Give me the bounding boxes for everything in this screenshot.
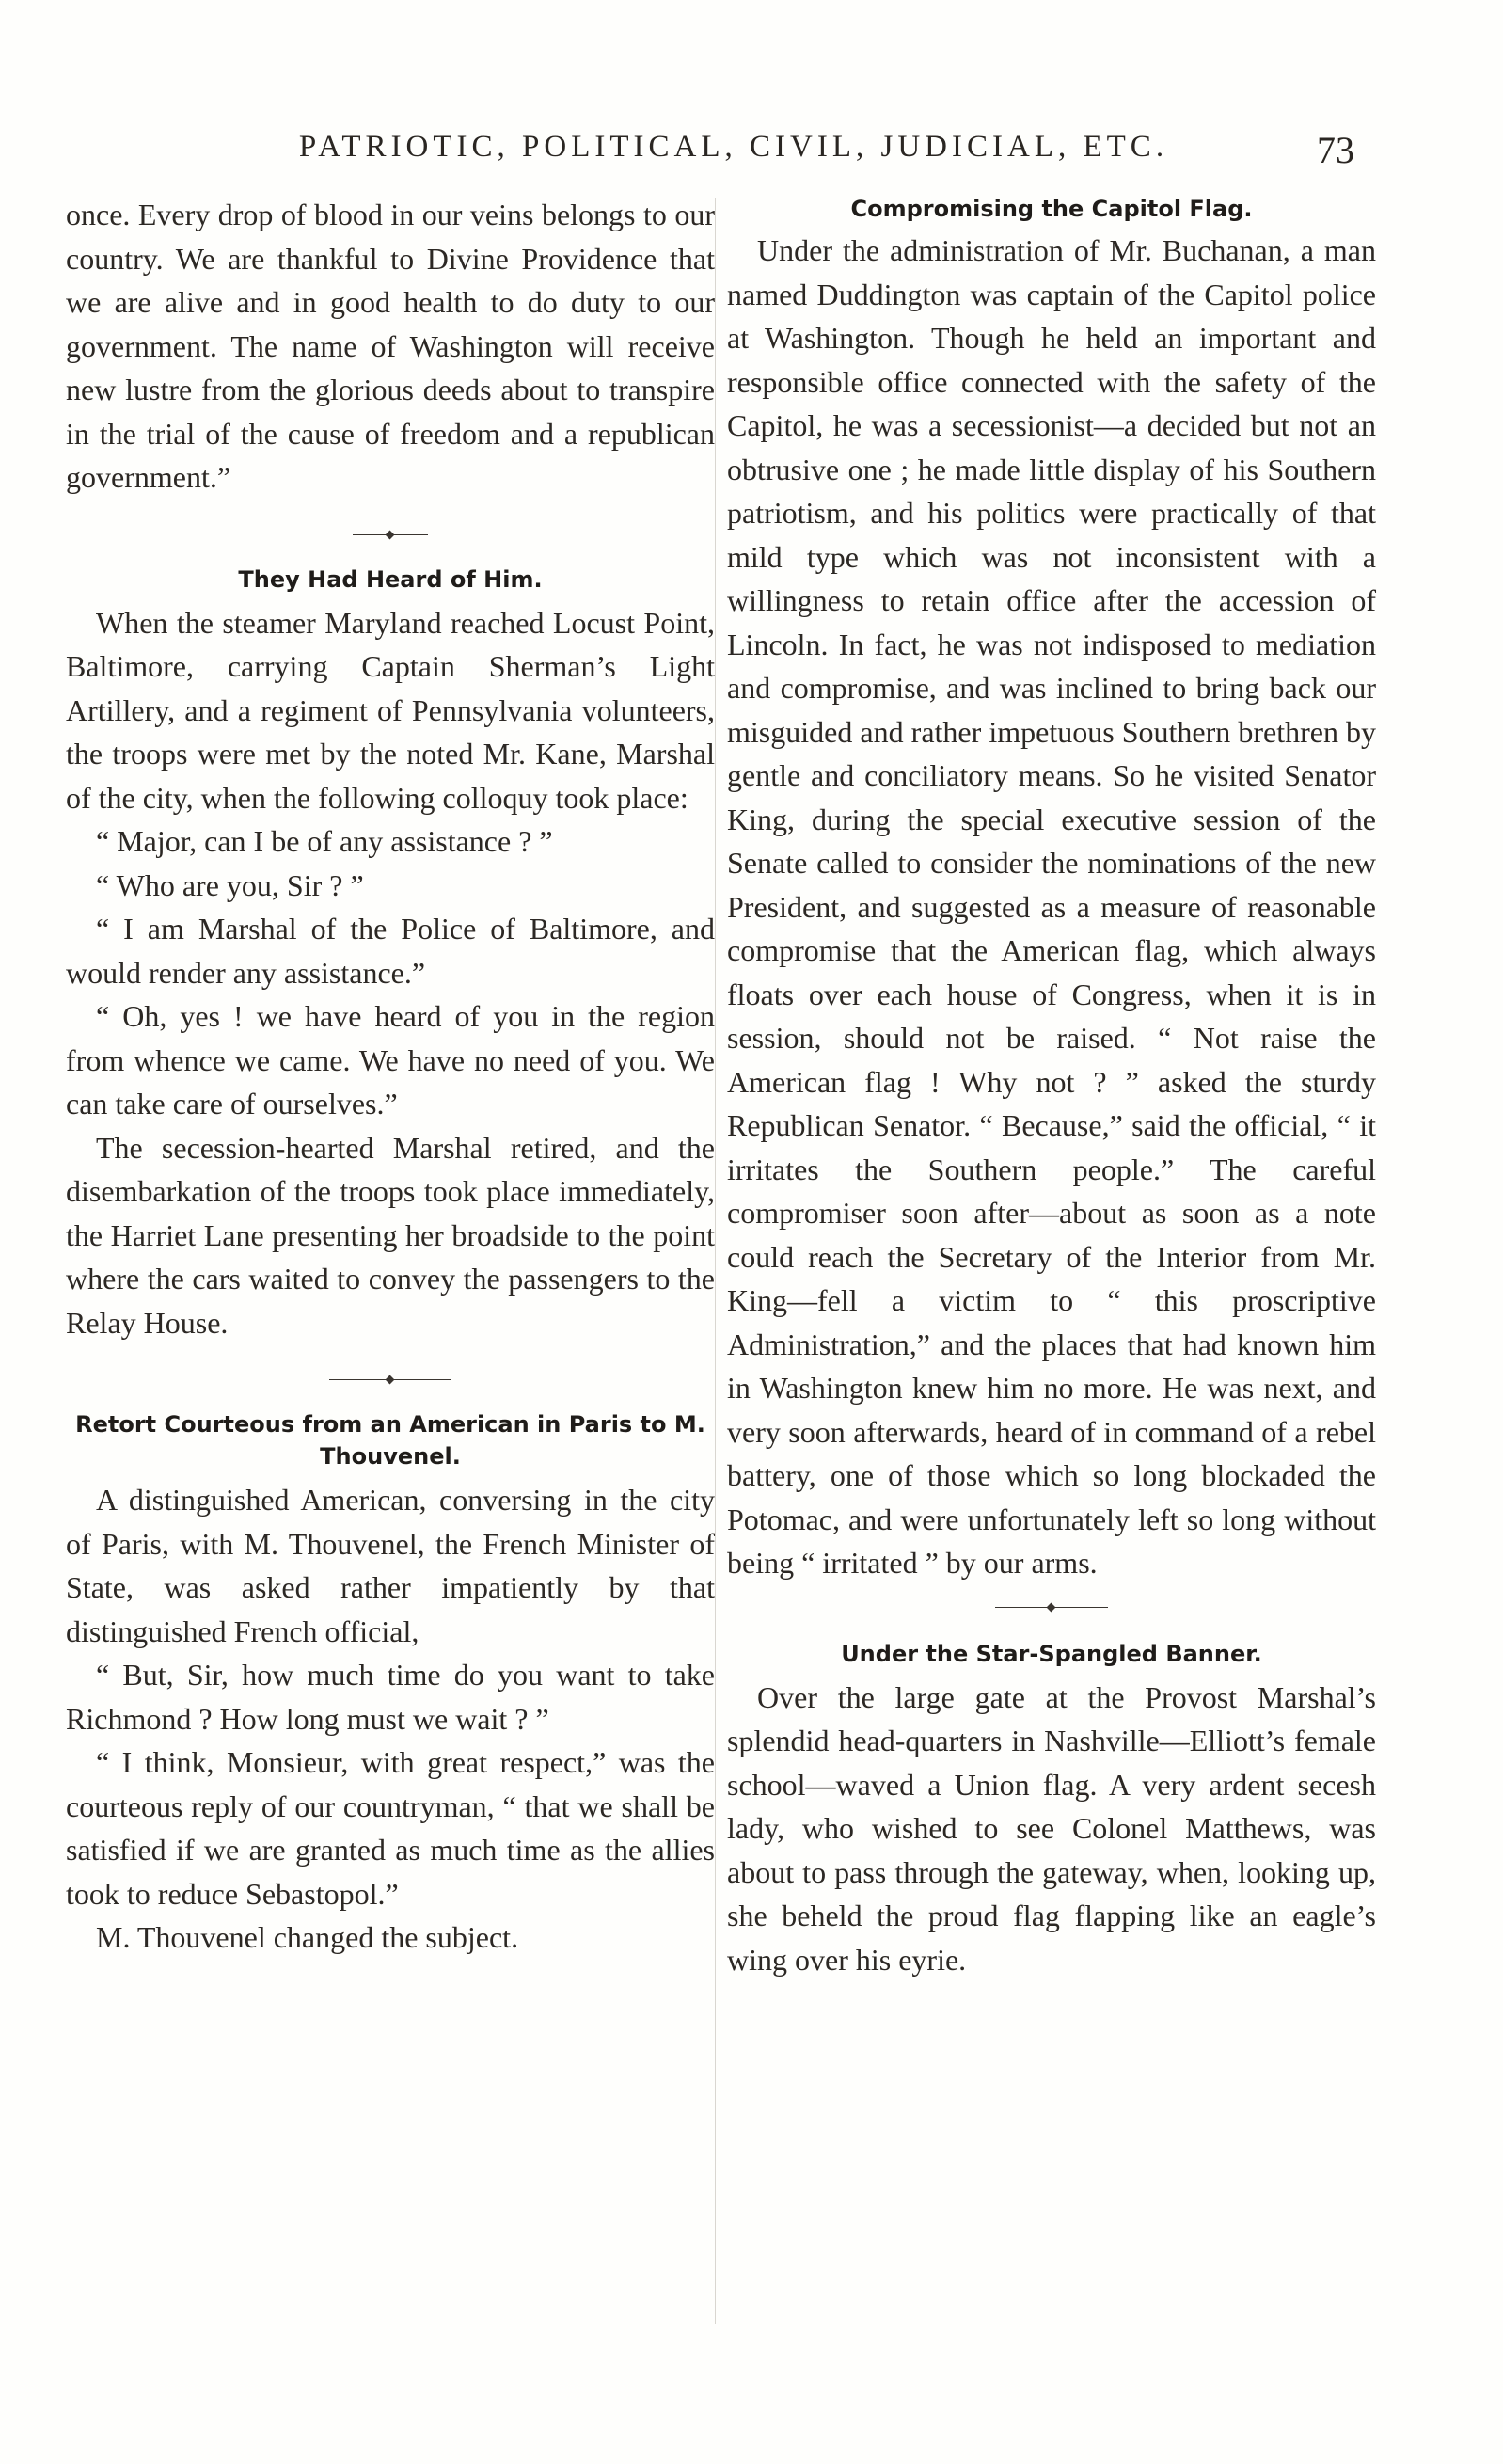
paragraph: Under the administration of Mr. Buchanan, a man named Duddington was captain of the Capitol police at Washington. Though he held an important and responsible office connected with the safety of the Capitol, he was a secessionist—a decided but not an obtrusive one ; he made little display of his Southern patriotism, and his politics were practically of that mild type which was not inconsistent with a willingness to retain office after the accession of Lincoln. In fact, he was not indisposed to mediation and compromise, and was inclined to bring back our misguided and rather impetuous Southern brethren by gentle and conciliatory means. So he visited Senator King, during the special executive session of the Senate called to consider the nominations of the new President, and suggested as a measure of reasonable compromise that the American flag, which always floats over each house of Congress, when it is in session, should not be raised. “ Not raise the American flag ! Why not ? ” asked the sturdy Republican Senator. “ Because,” said the official, “ it irritates the Southern people.” The careful compromiser soon after—about as soon as a note could reach the Secretary of the Interior from Mr. King—fell a victim to “ this proscriptive Administration,” and the places that had known him in Washington knew him no more. He was next, and very soon afterwards, heard of in command of a rebel battery, one of those which so long blockaded the Potomac, and were unfortunately left so long without being “ irritated ” by our arms. (727, 233, 1376, 1580)
running-head: PATRIOTIC, POLITICAL, CIVIL, JUDICIAL, ETC. (298, 130, 1169, 164)
left-column (66, 193, 715, 1960)
paragraph: “ Major, can I be of any assistance ? ” (96, 824, 553, 858)
column-divider (715, 198, 716, 2324)
section-heading-capitol-flag: Compromising the Capitol Flag. (850, 196, 1253, 222)
paragraph: A distinguished American, conversing in the city of Paris, with M. Thouvenel, the French Minister of State, was asked rather impatiently by that distinguished French official, (66, 1483, 715, 1648)
paragraph: The secession-hearted Marshal retired, and the disembarkation of the troops took place immediately, the Harriet Lane presenting her broadside to the point where the cars waited to convey the passengers to the Relay House. (66, 1130, 715, 1340)
section-divider (353, 532, 428, 539)
section-heading-retort-courteous: Retort Courteous from an American in Paris to M. Thouvenel. (75, 1411, 705, 1470)
section-heading-star-spangled: Under the Star-Spangled Banner. (841, 1640, 1262, 1667)
paragraph: When the steamer Maryland reached Locust Point, Baltimore, carrying Captain Sherman’s Light Artillery, and a regiment of Pennsylvania volunteers, the troops were met by the noted Mr. Kane, Marshal of the city, when the following colloquy took place: (66, 605, 715, 815)
paragraph: M. Thouvenel changed the subject. (96, 1920, 519, 1954)
paragraph: Over the large gate at the Provost Marshal’s splendid head-quarters in Nashville—Elliott’s female school—waved a Union flag. A very ardent secesh lady, who wished to see Colonel Matthews, was about to pass through the gateway, when, looking up, she beheld the proud flag flapping like an eagle’s wing over his eyrie. (727, 1679, 1376, 1977)
right-column (727, 193, 1376, 1981)
paragraph: “ I think, Monsieur, with great respect,” was the courteous reply of our countryman, “ that we shall be satisfied if we are granted as much time as the allies took to reduce Sebastopol.” (66, 1745, 715, 1911)
continuation-paragraph: once. Every drop of blood in our veins belongs to our country. We are thankful to Divine Providence that we are alive and in good health to do duty to our government. The name of Washington will receive new lustre from the glorious deeds about to transpire in the trial of the cause of freedom and a republican government.” (66, 198, 715, 494)
paragraph: “ But, Sir, how much time do you want to take Richmond ? How long must we wait ? ” (66, 1658, 715, 1736)
section-heading-they-had-heard: They Had Heard of Him. (238, 565, 543, 593)
section-divider (329, 1376, 451, 1384)
paragraph: “ Oh, yes ! we have heard of you in the region from whence we came. We have no need of you. We can take care of ourselves.” (66, 999, 715, 1121)
section-divider (995, 1604, 1108, 1612)
paragraph: “ I am Marshal of the Police of Baltimore, and would render any assistance.” (66, 912, 715, 990)
paragraph: “ Who are you, Sir ? ” (96, 867, 364, 902)
page-number: 73 (1317, 129, 1354, 171)
